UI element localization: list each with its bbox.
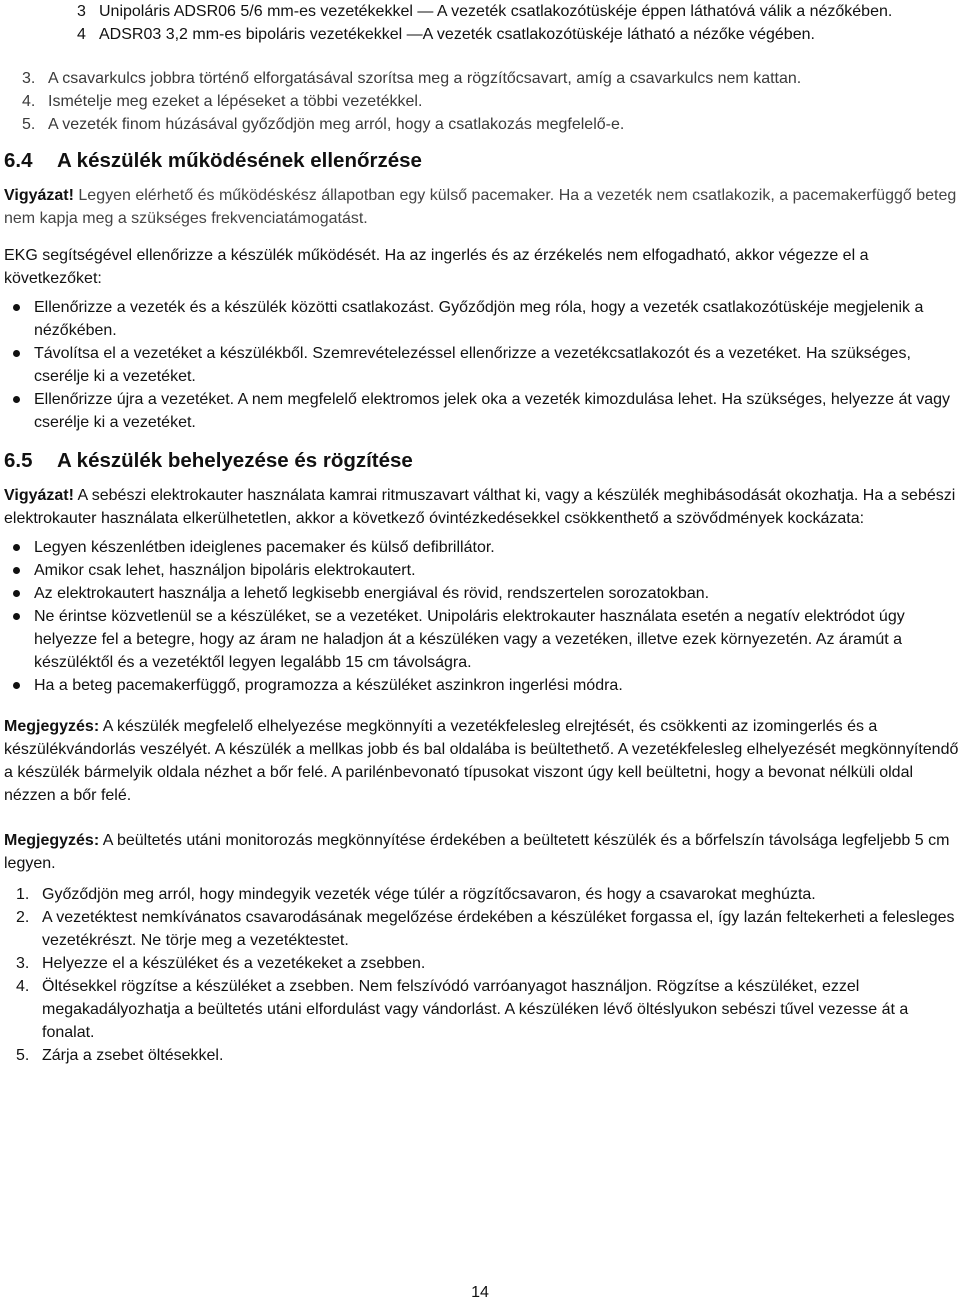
implant-steps [4, 883, 960, 1067]
bullet-text: Ellenőrizze újra a vezetéket. A nem megfelelő elektromos jelek oka a vezeték kimozdulása lehet. Ha szükséges, helyezze át vagy cserélje ki a vezetéket. [34, 391, 951, 431]
step-number: 5. [16, 1047, 30, 1064]
bullet-item [4, 674, 960, 697]
step-text: Ismételje meg ezeket a lépéseket a többi vezetékkel. [48, 93, 423, 110]
step-item [4, 1044, 960, 1067]
bullet-icon [13, 304, 20, 311]
note-paragraph [4, 715, 960, 807]
bullet-icon [13, 613, 20, 620]
note-paragraph [4, 829, 960, 875]
intro-paragraph: EKG segítségével ellenőrizze a készülék működését. Ha az ingerlés és az érzékelés nem elfogadható, akkor végezze el a következőket: [4, 247, 869, 287]
step-number: 5. [22, 116, 36, 133]
caution-text: Legyen elérhető és működéskész állapotban egy külső pacemaker. Ha a vezeték nem csatlakozik, a pacemakerfüggő beteg nem kapja meg a szükséges frekvenciatámogatást. [4, 187, 957, 227]
step-number: 1. [16, 886, 30, 903]
note-label: Megjegyzés: [4, 832, 100, 849]
step-text: Győződjön meg arról, hogy mindegyik vezeték vége túlér a rögzítőcsavaron, és hogy a csavarokat meghúzta. [42, 886, 816, 903]
bullet-text: Ne érintse közvetlenül se a készüléket, se a vezetéket. Unipoláris elektrokauter használata esetén a negatív elektródot úgy helyezze fel a betegre, hogy az áram ne haladjon át a készüléken vagy a vezetéken, illetve ezek környezetén. Az áramút a készüléktől és a vezetéktől legyen legalább 15 cm távolságra. [34, 608, 905, 671]
list-item-text: Unipoláris ADSR06 5/6 mm-es vezetékekkel — A vezeték csatlakozótüskéje éppen láthatóvá válik a nézőkében. [99, 3, 893, 20]
list-item [4, 23, 960, 46]
list-item-text: ADSR03 3,2 mm-es bipoláris vezetékekkel —A vezeték csatlakozótüskéje látható a nézőke végében. [99, 26, 815, 43]
bullet-item [4, 582, 960, 605]
bullet-icon [13, 590, 20, 597]
bullet-text: Távolítsa el a vezetéket a készülékből. Szemrevételezéssel ellenőrizze a vezetékcsatlakozót és a vezetéket. Ha szükséges, cserélje ki a vezetéket. [34, 345, 911, 385]
note-label: Megjegyzés: [4, 718, 100, 735]
bullet-text: Legyen készenlétben ideiglenes pacemaker és külső defibrillátor. [34, 539, 495, 556]
step-item [4, 952, 960, 975]
caution-paragraph [4, 184, 960, 230]
step-item [4, 906, 960, 952]
bullet-item [4, 605, 960, 674]
section-heading-6-4 [4, 148, 960, 174]
bullet-text: Amikor csak lehet, használjon bipoláris elektrokautert. [34, 562, 416, 579]
step-number: 2. [16, 909, 30, 926]
step-text: Öltésekkel rögzítse a készüléket a zsebben. Nem felszívódó varróanyagot használjon. Rögzítse a készüléket, ezzel megakadályozhatja a beültetés utáni elfordulást vagy vándorlást. A készüléken lévő öltéslyukon sebészi tűvel vezesse át a fonalat. [42, 978, 909, 1041]
step-text: Helyezze el a készüléket és a vezetékeket a zsebben. [42, 955, 426, 972]
bullet-icon [13, 682, 20, 689]
bullet-item [4, 296, 960, 342]
check-list [4, 296, 960, 434]
list-item [4, 0, 960, 23]
connection-steps [4, 67, 960, 136]
bullet-text: Ellenőrizze a vezeték és a készülék közötti csatlakozást. Győződjön meg róla, hogy a vezeték csatlakozótüskéje megjelenik a nézőkében. [34, 299, 924, 339]
step-item [4, 67, 960, 90]
caution-text: A sebészi elektrokauter használata kamrai ritmuszavart válthat ki, vagy a készülék meghibásodását okozhatja. Ha a sebészi elektrokauter használata elkerülhetetlen, akkor a következő óvintézkedésekkel csökkenthető a szövődmények kockázata: [4, 487, 956, 527]
step-item [4, 883, 960, 906]
note-text: A beültetés utáni monitorozás megkönnyítése érdekében a beültetett készülék és a bőrfelszín távolsága legfeljebb 5 cm legyen. [4, 832, 950, 872]
step-item [4, 90, 960, 113]
caution-paragraph [4, 484, 960, 530]
step-text: A vezeték finom húzásával győződjön meg arról, hogy a csatlakozás megfelelő-e. [48, 116, 625, 133]
section-number: 6.5 [4, 449, 33, 472]
note-text: A készülék megfelelő elhelyezése megkönnyíti a vezetékfelesleg elrejtését, és csökkenti az izomingerlés és a készülékvándorlás veszélyét. A készülék a mellkas jobb és bal oldalába is beültethető. A vezetékfelesleg elhelyezését megkönnyítendő a készülék bármelyik oldala nézhet a bőr felé. A parilénbevonató típusokat viszont úgy kell beültetni, hogy a bevonat nélküli oldal nézzen a bőr felé. [4, 718, 959, 804]
step-number: 3. [22, 70, 36, 87]
section-number: 6.4 [4, 149, 33, 172]
bullet-item [4, 388, 960, 434]
bullet-icon [13, 350, 20, 357]
step-item [4, 975, 960, 1044]
step-text: Zárja a zsebet öltésekkel. [42, 1047, 224, 1064]
step-text: A csavarkulcs jobbra történő elforgatásával szorítsa meg a rögzítőcsavart, amíg a csavarkulcs nem kattan. [48, 70, 802, 87]
step-item [4, 113, 960, 136]
bullet-icon [13, 396, 20, 403]
bullet-icon [13, 567, 20, 574]
bullet-item [4, 559, 960, 582]
bullet-item [4, 342, 960, 388]
section-heading-6-5 [4, 448, 960, 474]
step-text: A vezetéktest nemkívánatos csavarodásának megelőzése érdekében a készüléket forgassa el, így lazán feltekerheti a felesleges vezetékrészt. Ne törje meg a vezetéktestet. [42, 909, 955, 949]
bullet-icon [13, 544, 20, 551]
caution-label: Vigyázat! [4, 487, 74, 504]
section-title: A készülék behelyezése és rögzítése [56, 449, 413, 472]
bullet-text: Ha a beteg pacemakerfüggő, programozza a készüléket aszinkron ingerlési módra. [34, 677, 623, 694]
bullet-text: Az elektrokautert használja a lehető legkisebb energiával és rövid, rendszertelen sorozatokban. [34, 585, 710, 602]
section-title: A készülék működésének ellenőrzése [56, 149, 422, 172]
list-item-number: 3 [77, 3, 86, 20]
page-number: 14 [471, 1284, 489, 1301]
step-number: 4. [22, 93, 36, 110]
continued-list [4, 0, 960, 46]
caution-label: Vigyázat! [4, 187, 74, 204]
list-item-number: 4 [77, 26, 86, 43]
precaution-list [4, 536, 960, 697]
step-number: 3. [16, 955, 30, 972]
step-number: 4. [16, 978, 30, 995]
bullet-item [4, 536, 960, 559]
